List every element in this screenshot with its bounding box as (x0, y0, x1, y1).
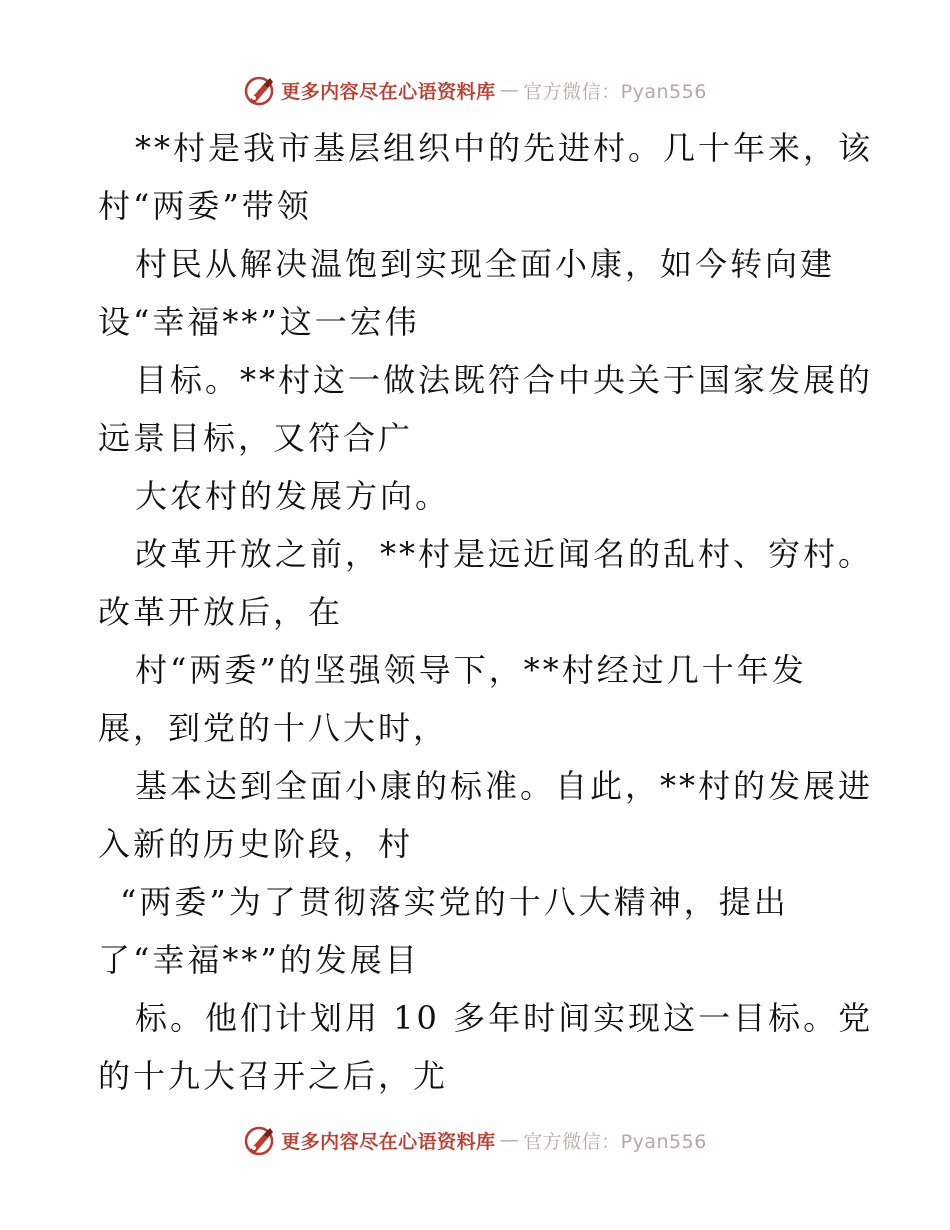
text-line: 标。他们计划用 10 多年时间实现这一目标。党 (135, 999, 874, 1037)
watermark-text: 更多内容尽在心语资料库 (281, 80, 496, 103)
pen-logo-icon (243, 1123, 277, 1157)
text-line: 基本达到全面小康的标准。自此，**村的发展进 (135, 767, 874, 805)
watermark-wechat: 官方微信：Pyan556 (523, 1130, 707, 1153)
text-line: 村民从解决温饱到实现全面小康，如今转向建 (135, 245, 836, 283)
text-line: 大农村的发展方向。 (135, 477, 451, 515)
text-line: “两委”为了贯彻落实党的十八大精神，提出 (120, 883, 789, 921)
text-line: 改革开放后，在 (98, 593, 344, 631)
watermark-text: 更多内容尽在心语资料库 (281, 1130, 496, 1153)
watermark-separator: — (499, 79, 520, 101)
watermark-separator: — (499, 1129, 520, 1151)
text-line: 村“两委”的坚强领导下，**村经过几十年发 (135, 651, 807, 689)
text-line: 远景目标，又符合广 (98, 419, 414, 457)
text-line: 改革开放之前，**村是远近闻名的乱村、穷村。 (135, 535, 874, 573)
text-line: 的十九大召开之后，尤 (98, 1057, 449, 1095)
text-line: 了“幸福**”的发展目 (98, 941, 420, 979)
text-line: 目标。**村这一做法既符合中央关于国家发展的 (135, 361, 874, 399)
text-line: 入新的历史阶段，村 (98, 825, 414, 863)
text-line: 展，到党的十八大时， (98, 709, 449, 747)
header-watermark (0, 70, 950, 110)
footer-watermark (0, 1120, 950, 1160)
text-line: 村“两委”带领 (98, 187, 312, 225)
text-line: **村是我市基层组织中的先进村。几十年来，该 (135, 129, 874, 167)
watermark-wechat: 官方微信：Pyan556 (523, 80, 707, 103)
pen-logo-icon (243, 73, 277, 107)
text-line: 设“幸福**”这一宏伟 (98, 303, 420, 341)
